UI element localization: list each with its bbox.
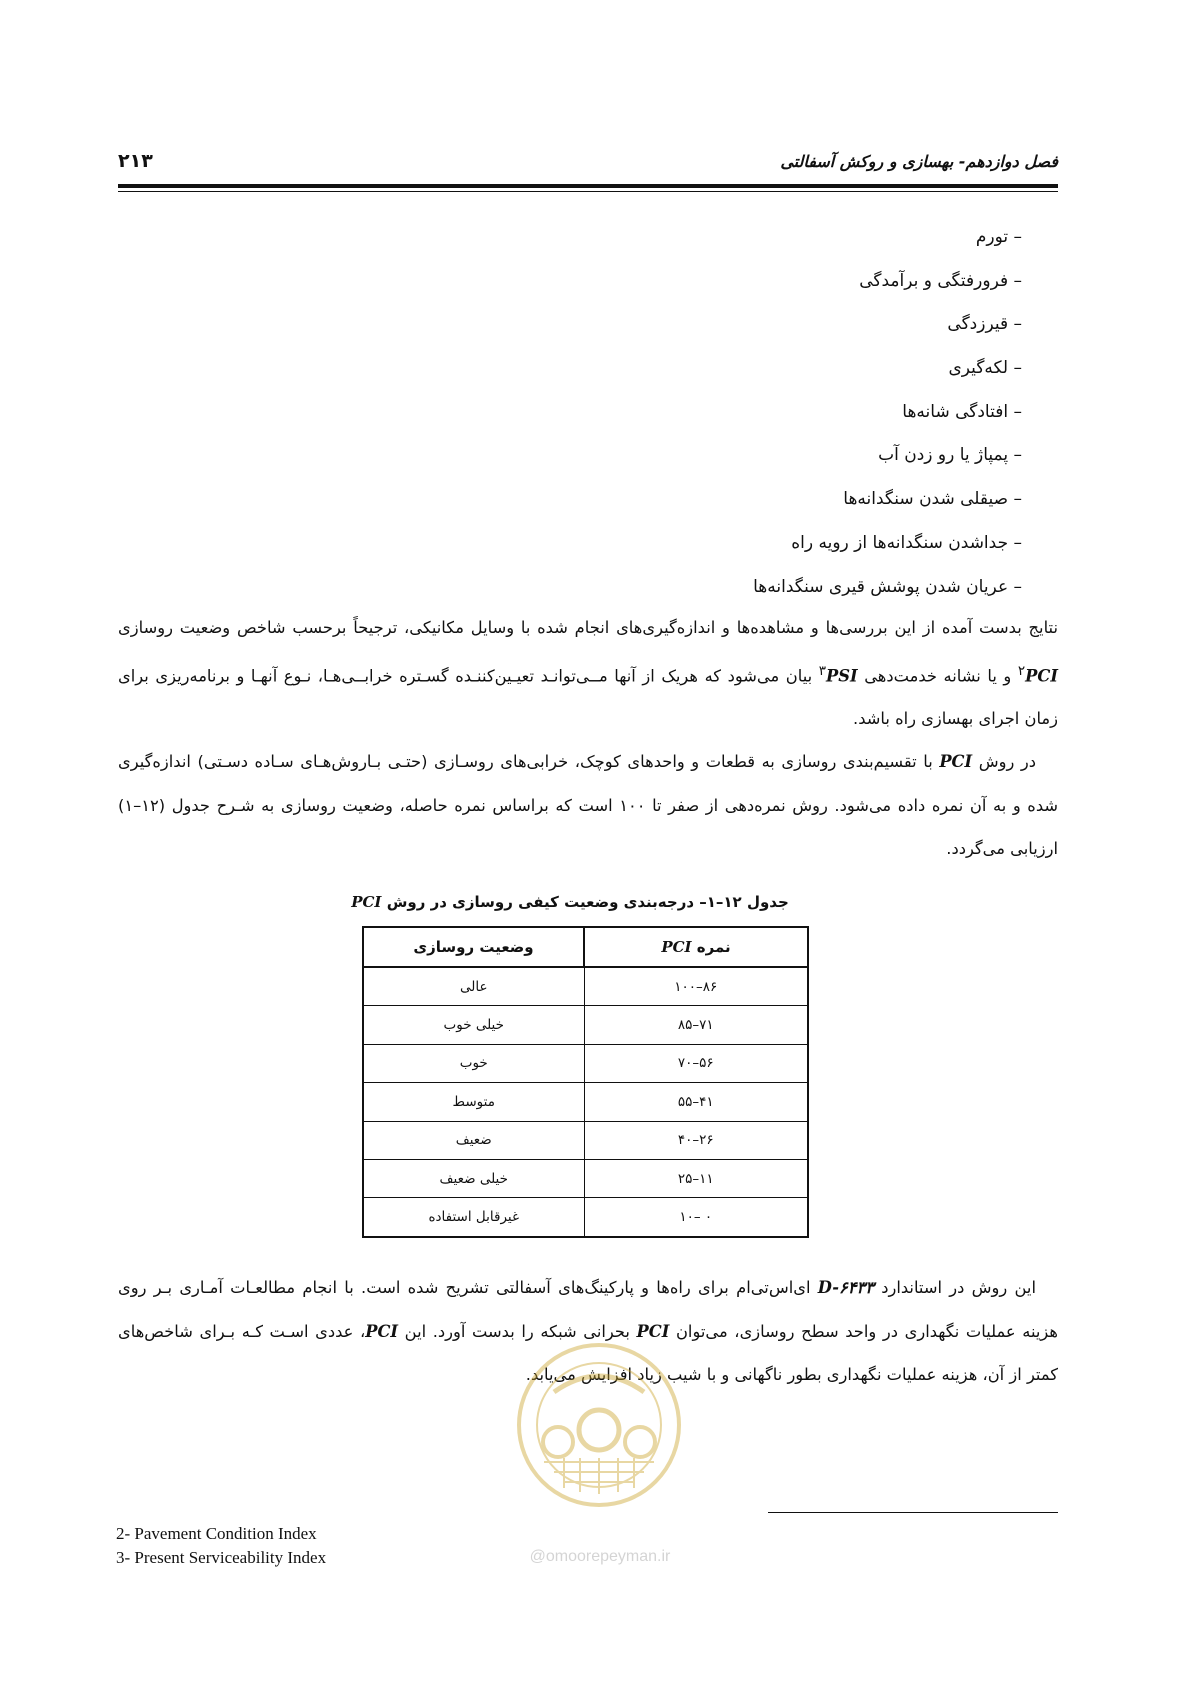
paragraph-text: در روش [972, 752, 1036, 771]
table-row [363, 1198, 808, 1237]
cell-score: ۲۶–۴۰ [584, 1121, 808, 1159]
paragraph-text: و یا نشانه خدمت‌دهی [857, 665, 1018, 685]
table-header-row [363, 927, 808, 967]
table-caption-text: جدول ۱۲–۱– درجه‌بندی وضعیت کیفی روسازی در روش [386, 893, 789, 911]
list-item: – صیقلی شدن سنگدانه‌ها [843, 489, 1022, 510]
pci-term: PCI [365, 1321, 399, 1341]
header-score-pci: PCI [661, 938, 692, 956]
table-row [363, 1159, 808, 1197]
cell-score: ۱۱–۲۵ [584, 1159, 808, 1197]
paragraph-text: نتایج بدست آمده از این بررسی‌ها و مشاهده‌ها و اندازه‌گیری‌های انجام شده با وسایل مکانیکی، ترجیحاً برحسب شاخص وضعیت روسازی [118, 618, 1058, 637]
pci-table [362, 926, 809, 1238]
table-row [363, 967, 808, 1006]
paragraph-text: با تقسیم‌بندی روسازی به قطعات و واحدهای کوچک، خرابی‌های روسـازی (حتـی بـاروش‌هـای سـاده دسـتی) اندازه‌گیری شده و به آن نمره داده می‌شود. روش نمره‌دهی از صفر تا ۱۰۰ است که براساس نمره حاصله، وضعیت روسازی به شـرح جدول (۱۲–۱) ارزیابی می‌گردد. [118, 752, 1059, 858]
psi-term: PSI [826, 665, 858, 685]
paragraph-pci-method [118, 740, 1058, 871]
footnote-3: 3- Present Serviceability Index [116, 1548, 327, 1567]
watermark-url: @omoorepeyman.ir [529, 1548, 671, 1565]
header-rule-thin [118, 191, 1058, 192]
cell-condition: غیرقابل استفاده [363, 1198, 584, 1237]
list-item: – پمپاژ یا رو زدن آب [878, 445, 1022, 466]
paragraph-text: ، عددی اسـت کـه بـرای شاخص‌های کمتر از آن، هزینه عملیات نگهداری بطور ناگهانی و با شیب زیاد افزایش می‌یابد. [118, 1321, 1058, 1384]
list-item: – جداشدن سنگدانه‌ها از رویه راه [791, 532, 1022, 553]
cell-score: ۴۱–۵۵ [584, 1083, 808, 1121]
list-item: – افتادگی شانه‌ها [902, 401, 1022, 422]
chapter-title: فصل دوازدهم- بهسازی و روکش آسفالتی [780, 152, 1058, 171]
page-number: ۲۱۳ [118, 150, 153, 172]
list-item: – لکه‌گیری [948, 358, 1022, 379]
list-item: – قیرزدگی [947, 314, 1022, 335]
list-item: – عریان شدن پوشش قیری سنگدانه‌ها [753, 576, 1022, 597]
footnote-divider [768, 1512, 1058, 1513]
paragraph-text: ای‌اس‌تی‌ام برای راه‌ها و پارکینگ‌های آسفالتی تشریح شده است. با انجام مطالعـات آمـاری بـر روی هزینه عملیات نگهداری در واحد سطح روسازی، می‌توان [118, 1278, 1058, 1341]
table-caption [340, 893, 800, 911]
header-rule-thick [118, 184, 1058, 188]
cell-score: ۰ –۱۰ [584, 1198, 808, 1237]
cell-score: ۷۱–۸۵ [584, 1006, 808, 1044]
footnote-ref: ۳ [818, 662, 827, 679]
cell-condition: خوب [363, 1044, 584, 1082]
header-score-label: نمره [696, 938, 731, 956]
astm-code: D-۶۴۳۳ [817, 1278, 874, 1297]
table-row [363, 1006, 808, 1044]
pci-term: PCI [636, 1321, 670, 1341]
paragraph-results [118, 606, 1058, 741]
cell-score: ۵۶–۷۰ [584, 1044, 808, 1082]
distress-list [753, 216, 1022, 609]
cell-condition: خیلی ضعیف [363, 1159, 584, 1197]
table-row [363, 1044, 808, 1082]
footnotes [116, 1522, 326, 1570]
cell-condition: ضعیف [363, 1121, 584, 1159]
cell-condition: متوسط [363, 1083, 584, 1121]
watermark-logo [490, 1340, 710, 1570]
cell-score: ۸۶–۱۰۰ [584, 967, 808, 1006]
cell-condition: عالی [363, 967, 584, 1006]
cell-condition: خیلی خوب [363, 1006, 584, 1044]
table-row [363, 1121, 808, 1159]
list-item: – فرورفتگی و برآمدگی [859, 270, 1022, 291]
header-score [584, 927, 808, 967]
footnote-2: 2- Pavement Condition Index [116, 1524, 317, 1543]
paragraph-text: بحرانی شبکه را بدست آورد. این [398, 1321, 637, 1341]
list-item: – تورم [975, 227, 1022, 247]
paragraph-text: بیان می‌شود که هریک از آنها مــی‌توانـد تعیـین‌کننـده گسـتره خرابــی‌هـا، نـوع آنهـا و برنامه‌ریزی برای زمان اجرای بهسازی راه باشد. [118, 665, 1058, 729]
footnote-ref: ۲ [1017, 662, 1026, 679]
table-caption-pci: PCI [351, 893, 382, 911]
pci-term: PCI [1025, 665, 1058, 685]
paragraph-text: این روش در استاندارد [873, 1278, 1036, 1297]
seal-icon [514, 1340, 684, 1510]
table-row [363, 1083, 808, 1121]
page-header [118, 150, 1058, 182]
pci-term: PCI [939, 752, 973, 771]
header-condition: وضعیت روسازی [363, 927, 584, 967]
